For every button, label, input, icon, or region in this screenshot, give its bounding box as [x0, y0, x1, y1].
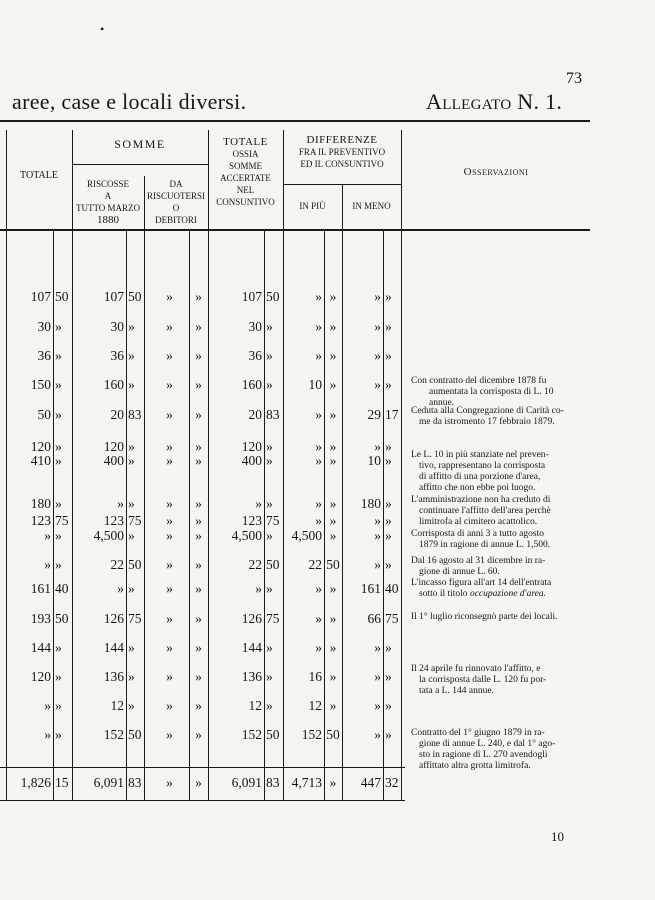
note-6: [411, 556, 589, 578]
table-cell: »: [166, 528, 173, 543]
table-cell: »: [166, 581, 173, 596]
table-cell: 20: [248, 407, 262, 422]
table-cell: 161: [30, 581, 51, 596]
table-cell: »: [266, 319, 273, 334]
table-cell: 50: [128, 727, 142, 742]
table-cell: »: [266, 453, 273, 468]
table-cell: 22: [110, 557, 124, 572]
table-cell: »: [329, 289, 337, 304]
table-cell: »: [166, 698, 173, 713]
table-cell: 75: [128, 611, 142, 626]
col-line: [72, 130, 73, 800]
table-cell: »: [329, 407, 337, 422]
table-cell: 160: [241, 377, 262, 392]
table-cell: »: [385, 727, 392, 742]
table-cell: 16: [308, 669, 322, 684]
table-cell: 50: [266, 727, 280, 742]
totals-cell: 1,826: [20, 775, 51, 790]
table-cell: 152: [301, 727, 322, 742]
header-acc-line: TOTALE: [223, 136, 268, 148]
table-cell: »: [55, 348, 62, 363]
totals-cell: 15: [55, 775, 69, 790]
table-cell: 144: [30, 640, 51, 655]
table-cell: »: [55, 557, 62, 572]
table-cell: »: [166, 640, 173, 655]
table-cell: »: [329, 669, 337, 684]
table-cell: »: [385, 377, 392, 392]
col-line: [144, 176, 145, 800]
table-cell: »: [315, 453, 322, 468]
table-cell: 36: [37, 348, 51, 363]
table-cell: 120: [241, 439, 262, 454]
table-cell: 36: [248, 348, 262, 363]
table-cell: »: [315, 611, 322, 626]
note-line: [411, 589, 589, 600]
table-cell: »: [117, 496, 124, 511]
table-cell: »: [374, 698, 381, 713]
table-cell: »: [55, 407, 62, 422]
header-differenze: [283, 134, 401, 170]
note-line: gione di annue L. 240, e dal 1° ago-: [419, 739, 556, 749]
table-cell: »: [128, 319, 135, 334]
table-cell: »: [374, 557, 381, 572]
table-cell: »: [55, 319, 62, 334]
cents-line: [126, 231, 127, 800]
table-cell: 50: [266, 557, 280, 572]
table-cell: »: [385, 496, 392, 511]
table-cell: »: [195, 348, 202, 363]
note-7: [411, 578, 589, 600]
table-cell: »: [195, 319, 202, 334]
table-cell: »: [385, 439, 392, 454]
totals-cell: 6,091: [93, 775, 124, 790]
note-line: affitto che non ebbe poi luogo.: [419, 483, 536, 493]
table-cell: 144: [241, 640, 262, 655]
table-cell: »: [385, 453, 392, 468]
table-cell: »: [374, 289, 381, 304]
table-cell: »: [55, 640, 62, 655]
table-cell: »: [44, 698, 51, 713]
note-line: Le L. 10 in più stanziate nel preven-: [411, 450, 549, 460]
table-cell: »: [195, 698, 202, 713]
table-cell: 120: [30, 669, 51, 684]
header-diff-line: FRA IL PREVENTIVO: [298, 147, 386, 157]
table-cell: »: [315, 439, 322, 454]
table-cell: 29: [367, 407, 381, 422]
table-cell: »: [44, 528, 51, 543]
table-cell: »: [266, 669, 273, 684]
table-cell: »: [195, 611, 202, 626]
table-cell: 50: [326, 727, 340, 742]
table-cell: 50: [128, 289, 142, 304]
table-cell: »: [166, 513, 173, 528]
totals-cell: 32: [385, 775, 399, 790]
cents-line: [53, 231, 54, 800]
header-da-line: DA: [169, 179, 183, 189]
table-cell: »: [374, 439, 381, 454]
table-cell: 193: [30, 611, 51, 626]
note-2: [411, 406, 589, 428]
totals-cell: 83: [128, 775, 142, 790]
table-cell: »: [128, 348, 135, 363]
header-diff-line: ED IL CONSUNTIVO: [300, 159, 384, 169]
table-cell: »: [128, 698, 135, 713]
table-cell: 180: [360, 496, 381, 511]
table-cell: »: [266, 348, 273, 363]
header-riscosse-line: 1880: [97, 214, 119, 226]
table-cell: »: [374, 669, 381, 684]
table-cell: »: [166, 496, 173, 511]
note-line: 1879 in ragione di annue L. 1,500.: [419, 540, 551, 550]
note-line: continuare l'affitto dell'area perchè: [419, 506, 551, 516]
table-cell: »: [128, 377, 135, 392]
table-cell: »: [55, 377, 62, 392]
table-cell: »: [166, 439, 173, 454]
table-cell: »: [195, 407, 202, 422]
allegato-label: [426, 89, 562, 115]
table-cell: »: [195, 640, 202, 655]
table-cell: 400: [241, 453, 262, 468]
table-cell: 75: [266, 611, 280, 626]
table-cell: »: [128, 496, 135, 511]
table-cell: 83: [266, 407, 280, 422]
table-cell: »: [117, 581, 124, 596]
allegato-text: Allegato N. 1.: [426, 89, 563, 114]
table-cell: »: [55, 669, 62, 684]
note-line: gione di annue L. 60.: [419, 567, 500, 577]
table-cell: »: [385, 669, 392, 684]
table-cell: 50: [55, 611, 69, 626]
note-text: sotto il titolo: [419, 589, 468, 599]
table-cell: »: [195, 513, 202, 528]
table-cell: 50: [128, 557, 142, 572]
table-cell: 40: [55, 581, 69, 596]
table-cell: »: [315, 640, 322, 655]
note-line: Dal 16 agosto al 31 dicembre in ra-: [411, 556, 546, 566]
table-cell: »: [266, 496, 273, 511]
table-cell: »: [329, 439, 337, 454]
table-cell: »: [55, 727, 62, 742]
table-cell: »: [166, 348, 173, 363]
table-cell: »: [128, 453, 135, 468]
header-riscosse-line: RISCOSSE: [86, 179, 130, 189]
table-cell: 22: [308, 557, 322, 572]
table-cell: 12: [248, 698, 262, 713]
totals-cell: 83: [266, 775, 280, 790]
table-cell: »: [374, 348, 381, 363]
table-cell: »: [55, 439, 62, 454]
table-cell: 4,500: [291, 528, 322, 543]
note-8: [411, 612, 589, 623]
table-cell: »: [315, 348, 322, 363]
table-cell: »: [128, 439, 135, 454]
table-cell: »: [195, 581, 202, 596]
footer-number: 10: [551, 829, 564, 844]
table-cell: »: [329, 698, 337, 713]
totals-cell: 6,091: [231, 775, 262, 790]
table-cell: »: [44, 557, 51, 572]
table-cell: »: [385, 348, 392, 363]
table-cell: 120: [103, 439, 124, 454]
table-cell: »: [195, 453, 202, 468]
note-1: [411, 376, 589, 409]
note-line: Il 1° luglio riconsegnò parte dei locali.: [411, 612, 558, 622]
table-cell: 66: [367, 611, 381, 626]
note-line: affittato altra grotta limitrofa.: [419, 761, 531, 771]
table-cell: »: [374, 640, 381, 655]
table-cell: »: [315, 319, 322, 334]
table-cell: »: [315, 407, 322, 422]
table-cell: »: [329, 348, 337, 363]
header-riscosse-line: TUTTO MARZO: [75, 203, 141, 213]
note-line: Corrisposta di anni 3 a tutto agosto: [411, 529, 544, 539]
note-line: Con contratto del dicembre 1878 fu: [411, 376, 547, 386]
table-cell: 107: [241, 289, 262, 304]
table-cell: »: [55, 698, 62, 713]
table-cell: »: [195, 377, 202, 392]
table-cell: »: [128, 640, 135, 655]
header-da-line: RISCUOTERSI: [146, 191, 205, 201]
table-cell: 180: [30, 496, 51, 511]
col-line: [208, 130, 209, 800]
table-cell: »: [128, 581, 135, 596]
table-cell: 12: [308, 698, 322, 713]
table-cell: 150: [30, 377, 51, 392]
table-cell: 123: [241, 513, 262, 528]
table-cell: 120: [30, 439, 51, 454]
table-cell: »: [385, 513, 392, 528]
table-cell: »: [329, 513, 337, 528]
table-cell: »: [329, 640, 337, 655]
table-cell: »: [374, 377, 381, 392]
note-line: annue.: [429, 398, 455, 408]
table-cell: 136: [241, 669, 262, 684]
col-line: [401, 130, 402, 800]
table-cell: 22: [248, 557, 262, 572]
table-cell: »: [329, 377, 337, 392]
header-acc-line: NEL: [236, 185, 255, 195]
header-osservazioni: Osservazioni: [463, 166, 529, 178]
header-somme: SOMME: [114, 137, 166, 151]
table-cell: »: [195, 496, 202, 511]
header-totale: TOTALE: [20, 170, 58, 181]
table-cell: »: [44, 727, 51, 742]
table-cell: »: [166, 727, 173, 742]
table-cell: »: [385, 528, 392, 543]
table-cell: 50: [326, 557, 340, 572]
totals-cell: 447: [360, 775, 381, 790]
table-cell: »: [329, 496, 337, 511]
note-line: L'incasso figura all'art 14 dell'entrata: [411, 578, 552, 588]
table-cell: 161: [360, 581, 381, 596]
table-cell: 410: [30, 453, 51, 468]
table-cell: »: [385, 289, 392, 304]
table-cell: 30: [37, 319, 51, 334]
table-cell: 126: [241, 611, 262, 626]
table-cell: »: [55, 496, 62, 511]
table-cell: 152: [241, 727, 262, 742]
table-cell: »: [166, 377, 173, 392]
table-cell: »: [255, 581, 262, 596]
totals-cell: 4,713: [291, 775, 322, 790]
note-italic: occupazione d'area.: [469, 589, 547, 599]
note-line: la corrisposta dalle L. 120 fu por-: [419, 675, 547, 685]
table-cell: »: [195, 439, 202, 454]
table-cell: »: [385, 640, 392, 655]
totals-top-rule: [0, 767, 405, 768]
table-cell: »: [315, 289, 322, 304]
top-rule: [0, 120, 590, 122]
table-cell: »: [55, 453, 62, 468]
note-line: Contratto del 1° giugno 1879 in ra-: [411, 728, 545, 738]
table-cell: »: [374, 727, 381, 742]
table-cell: »: [195, 557, 202, 572]
table-cell: »: [315, 513, 322, 528]
table-cell: »: [195, 528, 202, 543]
header-riscosse: [72, 178, 144, 226]
table-cell: »: [329, 581, 337, 596]
table-cell: 40: [385, 581, 399, 596]
table-cell: 107: [103, 289, 124, 304]
table-cell: »: [55, 528, 62, 543]
table-cell: »: [195, 727, 202, 742]
header-acc-line: SOMME: [228, 161, 262, 171]
note-line: L'amministrazione non ha creduto di: [411, 495, 551, 505]
header-diff-line: DIFFERENZE: [306, 134, 378, 146]
note-line: aumentata la corrisposta di L. 10: [429, 387, 554, 397]
note-line: Ceduta alla Congregazione di Carità co-: [411, 406, 564, 416]
somme-underline: [72, 164, 208, 165]
header-acc-line: OSSIA: [232, 149, 259, 159]
page-number: 73: [566, 70, 582, 87]
table-cell: 10: [367, 453, 381, 468]
table-cell: »: [329, 611, 337, 626]
header-bottom-rule: [0, 229, 590, 231]
table-cell: 136: [103, 669, 124, 684]
table-cell: 123: [30, 513, 51, 528]
note-5: [411, 529, 589, 551]
table-cell: 160: [103, 377, 124, 392]
table-cell: »: [266, 528, 273, 543]
note-10: [411, 728, 589, 772]
table-cell: »: [166, 669, 173, 684]
table-cell: »: [266, 581, 273, 596]
table-cell: »: [166, 407, 173, 422]
table-cell: »: [315, 581, 322, 596]
table-cell: 10: [308, 377, 322, 392]
table-cell: »: [195, 289, 202, 304]
table-cell: »: [385, 319, 392, 334]
totals-bottom-rule: [0, 800, 405, 801]
note-line: di affitto di una porzione d'area,: [419, 472, 541, 482]
table-cell: 20: [110, 407, 124, 422]
header-da-line: O: [172, 203, 180, 213]
table-cell: 50: [266, 289, 280, 304]
header-acc-line: ACCERTATE: [220, 173, 271, 183]
table-cell: 12: [110, 698, 124, 713]
table-cell: »: [166, 611, 173, 626]
table-cell: »: [315, 496, 322, 511]
table-cell: »: [374, 513, 381, 528]
cents-line: [264, 231, 265, 800]
header-in-meno: IN MENO: [352, 201, 391, 211]
note-9: [411, 664, 589, 697]
table-cell: 30: [248, 319, 262, 334]
table-cell: 50: [55, 289, 69, 304]
table-cell: 75: [385, 611, 399, 626]
note-4: [411, 495, 589, 528]
table-cell: 17: [385, 407, 399, 422]
header-in-piu: IN PIÙ: [299, 201, 326, 211]
table-cell: »: [266, 439, 273, 454]
table-cell: 152: [103, 727, 124, 742]
table-cell: 30: [110, 319, 124, 334]
table-cell: »: [329, 319, 337, 334]
table-cell: 36: [110, 348, 124, 363]
table-cell: 75: [128, 513, 142, 528]
table-cell: »: [255, 496, 262, 511]
table-cell: »: [329, 453, 337, 468]
note-line: Il 24 aprile fu rinnovato l'affitto, e: [411, 664, 541, 674]
table-cell: 83: [128, 407, 142, 422]
cents-line: [383, 231, 384, 800]
table-cell: »: [329, 528, 337, 543]
header-acc-line: CONSUNTIVO: [216, 197, 275, 207]
table-cell: 107: [30, 289, 51, 304]
note-line: me da istromento 17 febbraio 1879.: [419, 417, 555, 427]
ink-mark: •: [100, 22, 105, 36]
table-cell: »: [166, 289, 173, 304]
table-cell: »: [195, 669, 202, 684]
table-cell: 75: [55, 513, 69, 528]
note-line: tivo, rappresentano la corrisposta: [419, 461, 546, 471]
table-cell: »: [266, 698, 273, 713]
table-cell: »: [385, 557, 392, 572]
table-cell: 400: [103, 453, 124, 468]
table-cell: »: [374, 528, 381, 543]
totals-cell: »: [166, 775, 173, 790]
table-cell: »: [166, 319, 173, 334]
table-cell: »: [266, 377, 273, 392]
table-cell: »: [166, 557, 173, 572]
table-cell: 50: [37, 407, 51, 422]
note-line: sto in ragione di L. 270 avendogli: [419, 750, 548, 760]
table-cell: »: [266, 640, 273, 655]
table-cell: 4,500: [93, 528, 124, 543]
note-line: limitrofa al cimitero acattolico.: [419, 517, 538, 527]
table-cell: 144: [103, 640, 124, 655]
note-line: tata a L. 144 annue.: [419, 686, 494, 696]
totals-cell: »: [329, 775, 337, 790]
header-da-line: DEBITORI: [155, 215, 197, 225]
header-totale-accertate: [208, 136, 283, 208]
table-cell: »: [166, 453, 173, 468]
table-cell: »: [374, 319, 381, 334]
table-cell: 126: [103, 611, 124, 626]
page-title: aree, case e locali diversi.: [12, 89, 247, 114]
table-cell: 123: [103, 513, 124, 528]
table-cell: »: [128, 528, 135, 543]
header-da-riscuotersi: [144, 178, 208, 226]
table-cell: 75: [266, 513, 280, 528]
table-cell: »: [385, 698, 392, 713]
totals-cell: »: [195, 775, 202, 790]
table-cell: 4,500: [231, 528, 262, 543]
header-riscosse-line: A: [104, 191, 112, 201]
table-cell: »: [128, 669, 135, 684]
note-3: [411, 450, 589, 494]
